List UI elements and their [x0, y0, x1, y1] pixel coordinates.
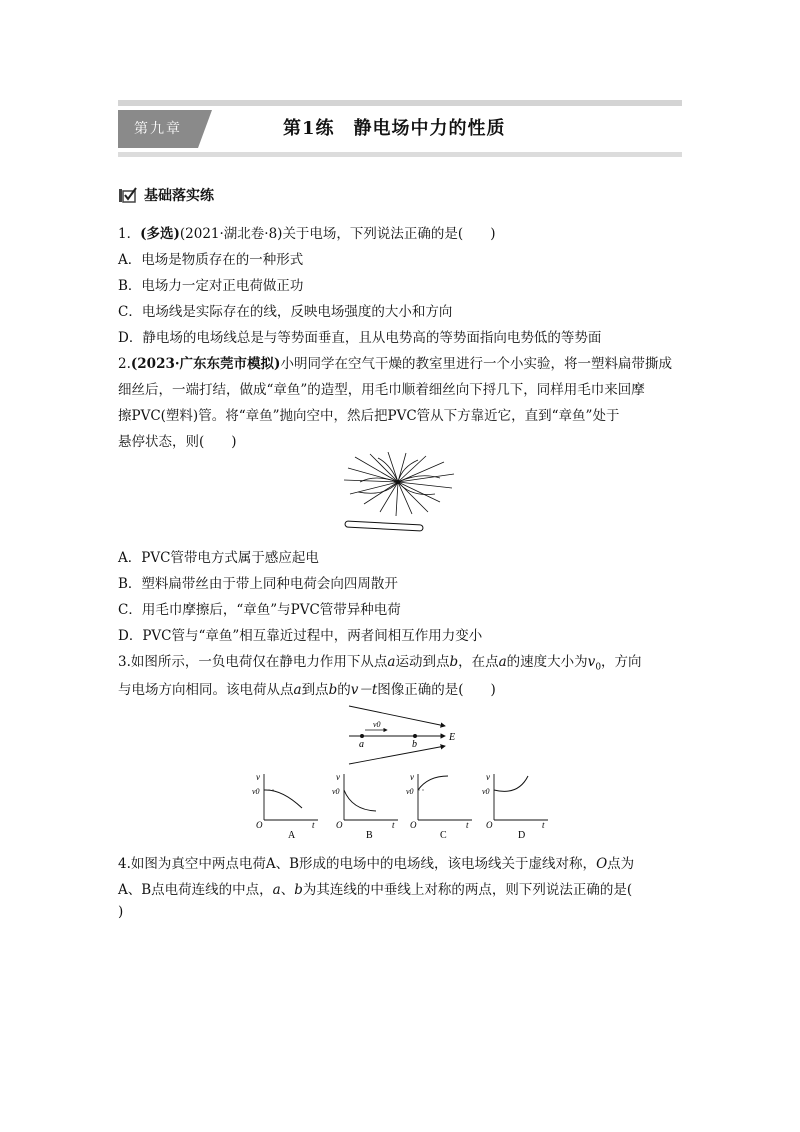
q4-point-b: b [294, 882, 303, 898]
section-title: 基础落实练 [144, 188, 214, 204]
q2-line-4: 悬停状态，则( ) [118, 434, 237, 450]
q1-stem [118, 222, 495, 242]
point-b-dot [413, 734, 417, 738]
q3-text-2c: 的 [337, 682, 351, 698]
octopus-knot [396, 480, 400, 484]
q3-text-1b: 运动到点 [395, 654, 450, 670]
chapter-tab: 第九章 [118, 110, 198, 148]
graph-b-v-label: v [336, 772, 340, 782]
lesson-title: 第1练 静电场中力的性质 [283, 118, 506, 139]
q4-text-2b: 为其连线的中垂线上对称的两点，则下列说法正确的是( [302, 882, 633, 898]
octopus-strands [344, 452, 454, 516]
graph-b-origin: O [336, 820, 343, 830]
q2-text-1: 小明同学在空气干燥的教室里进行一个小实验，将一塑料扁带撕成 [280, 356, 672, 372]
pvc-tube [345, 521, 423, 531]
q3-point-b: b [449, 654, 459, 670]
q4-sep: 、 [280, 882, 295, 898]
q3-point-b-2: b [328, 682, 338, 698]
graph-a-option: A [288, 830, 296, 840]
graph-d-option: D [518, 830, 526, 840]
q3-text-1c: ，在点 [458, 654, 499, 670]
q3-line-1 [118, 650, 642, 673]
q4-line-1 [118, 852, 634, 872]
q1-option-b: B．电场力一定对正电荷做正功 [118, 278, 304, 294]
q3-text-2d: 图像正确的是( ) [377, 682, 496, 698]
q3-graph-a [252, 770, 326, 840]
graph-b-t-label: t [392, 820, 395, 830]
q3-graph-b [332, 770, 406, 840]
chapter-tab-notch [198, 110, 212, 148]
q2-line-1 [118, 352, 672, 372]
q2-line-2: 细丝后，一端打结，做成“章鱼”的造型，用毛巾顺着细丝向下捋几下，同样用毛巾来回摩 [118, 382, 645, 398]
q2-option-c: C．用毛巾摩擦后，“章鱼”与PVC管带异种电荷 [118, 602, 401, 618]
q2-option-d: D．PVC管与“章鱼”相互靠近过程中，两者间相互作用力变小 [118, 628, 483, 644]
q4-line-3: ) [118, 904, 124, 920]
field-line-top [349, 706, 445, 726]
q3-text-1a: 3.如图所示，一负电荷仅在静电力作用下从点 [118, 654, 388, 670]
field-E-label: E [449, 732, 456, 743]
q2-figure [340, 452, 460, 542]
graph-d-v-label: v [486, 772, 490, 782]
graph-c-t-label: t [466, 820, 469, 830]
q4-point-a: a [272, 882, 281, 898]
q1-text: 关于电场，下列说法正确的是( ) [282, 226, 496, 242]
graph-c-origin: O [410, 820, 417, 830]
q3-field-figure [345, 700, 465, 768]
q3-vt: v－t [350, 682, 378, 698]
graph-a-v0-label: v0 [252, 787, 260, 796]
graph-d-v0-label: v0 [482, 787, 490, 796]
q1-number: 1． [118, 226, 141, 242]
graph-a-t-label: t [312, 820, 315, 830]
q3-text-1d: 的速度大小为 [506, 654, 588, 670]
header-bottom-bar [118, 152, 682, 157]
q3-text-1e: ，方向 [601, 654, 642, 670]
q4-text-1a: 4.如图为真空中两点电荷A、B形成的电场中的电场线，该电场线关于虚线对称， [118, 856, 597, 872]
q2-number: 2. [118, 356, 131, 372]
q1-source: (2021·湖北卷·8) [179, 226, 283, 242]
v0-label: v0 [373, 720, 381, 729]
q4-text-1b: 点为 [607, 856, 635, 872]
checklist-icon [118, 186, 138, 204]
q2-option-b: B．塑料扁带丝由于带上同种电荷会向四周散开 [118, 576, 398, 592]
graph-c-v-label: v [410, 772, 414, 782]
graph-b-curve [344, 790, 376, 811]
graph-b-v0-label: v0 [332, 787, 340, 796]
chapter-header [118, 100, 682, 156]
graph-d-t-label: t [542, 820, 545, 830]
q1-option-c: C．电场线是实际存在的线，反映电场强度的大小和方向 [118, 304, 453, 320]
graph-d-origin: O [486, 820, 493, 830]
q4-line-2 [118, 878, 632, 898]
graph-a-v-label: v [256, 772, 260, 782]
q3-point-a-3: a [293, 682, 302, 698]
graph-c-curve [418, 776, 448, 790]
q3-v0: v [587, 654, 596, 670]
q3-point-a: a [387, 654, 396, 670]
point-a-label: a [359, 739, 364, 750]
q1-option-a: A．电场是物质存在的一种形式 [118, 252, 304, 268]
header-top-bar [118, 100, 682, 106]
q2-source: (2023·广东东莞市模拟) [130, 356, 281, 372]
graph-c-v0-label: v0 [406, 787, 414, 796]
graph-a-origin: O [256, 820, 263, 830]
graph-b-option: B [366, 830, 373, 840]
q3-graph-c [406, 770, 480, 840]
graph-a-curve [264, 790, 302, 808]
q2-line-3: 擦PVC(塑料)管。将“章鱼”抛向空中，然后把PVC管从下方靠近它，直到“章鱼”处于 [118, 408, 620, 424]
q2-option-a: A．PVC管带电方式属于感应起电 [118, 550, 319, 566]
graph-d-curve [494, 776, 528, 791]
point-b-label: b [412, 739, 417, 750]
q3-point-a-2: a [498, 654, 507, 670]
point-a-dot [360, 734, 364, 738]
q1-option-d: D．静电场的电场线总是与等势面垂直，且从电势高的等势面指向电势低的等势面 [118, 330, 602, 346]
q3-graph-d [482, 770, 556, 840]
graph-c-option: C [440, 830, 447, 840]
q1-tag: (多选) [140, 226, 180, 242]
q4-text-2a: A、B点电荷连线的中点， [118, 882, 273, 898]
q4-point-O: O [596, 856, 608, 872]
q3-v0-sub: 0 [595, 662, 602, 673]
q3-text-2b: 到点 [301, 682, 329, 698]
q3-line-2 [118, 678, 496, 698]
q3-text-2a: 与电场方向相同。该电荷从点 [118, 682, 294, 698]
